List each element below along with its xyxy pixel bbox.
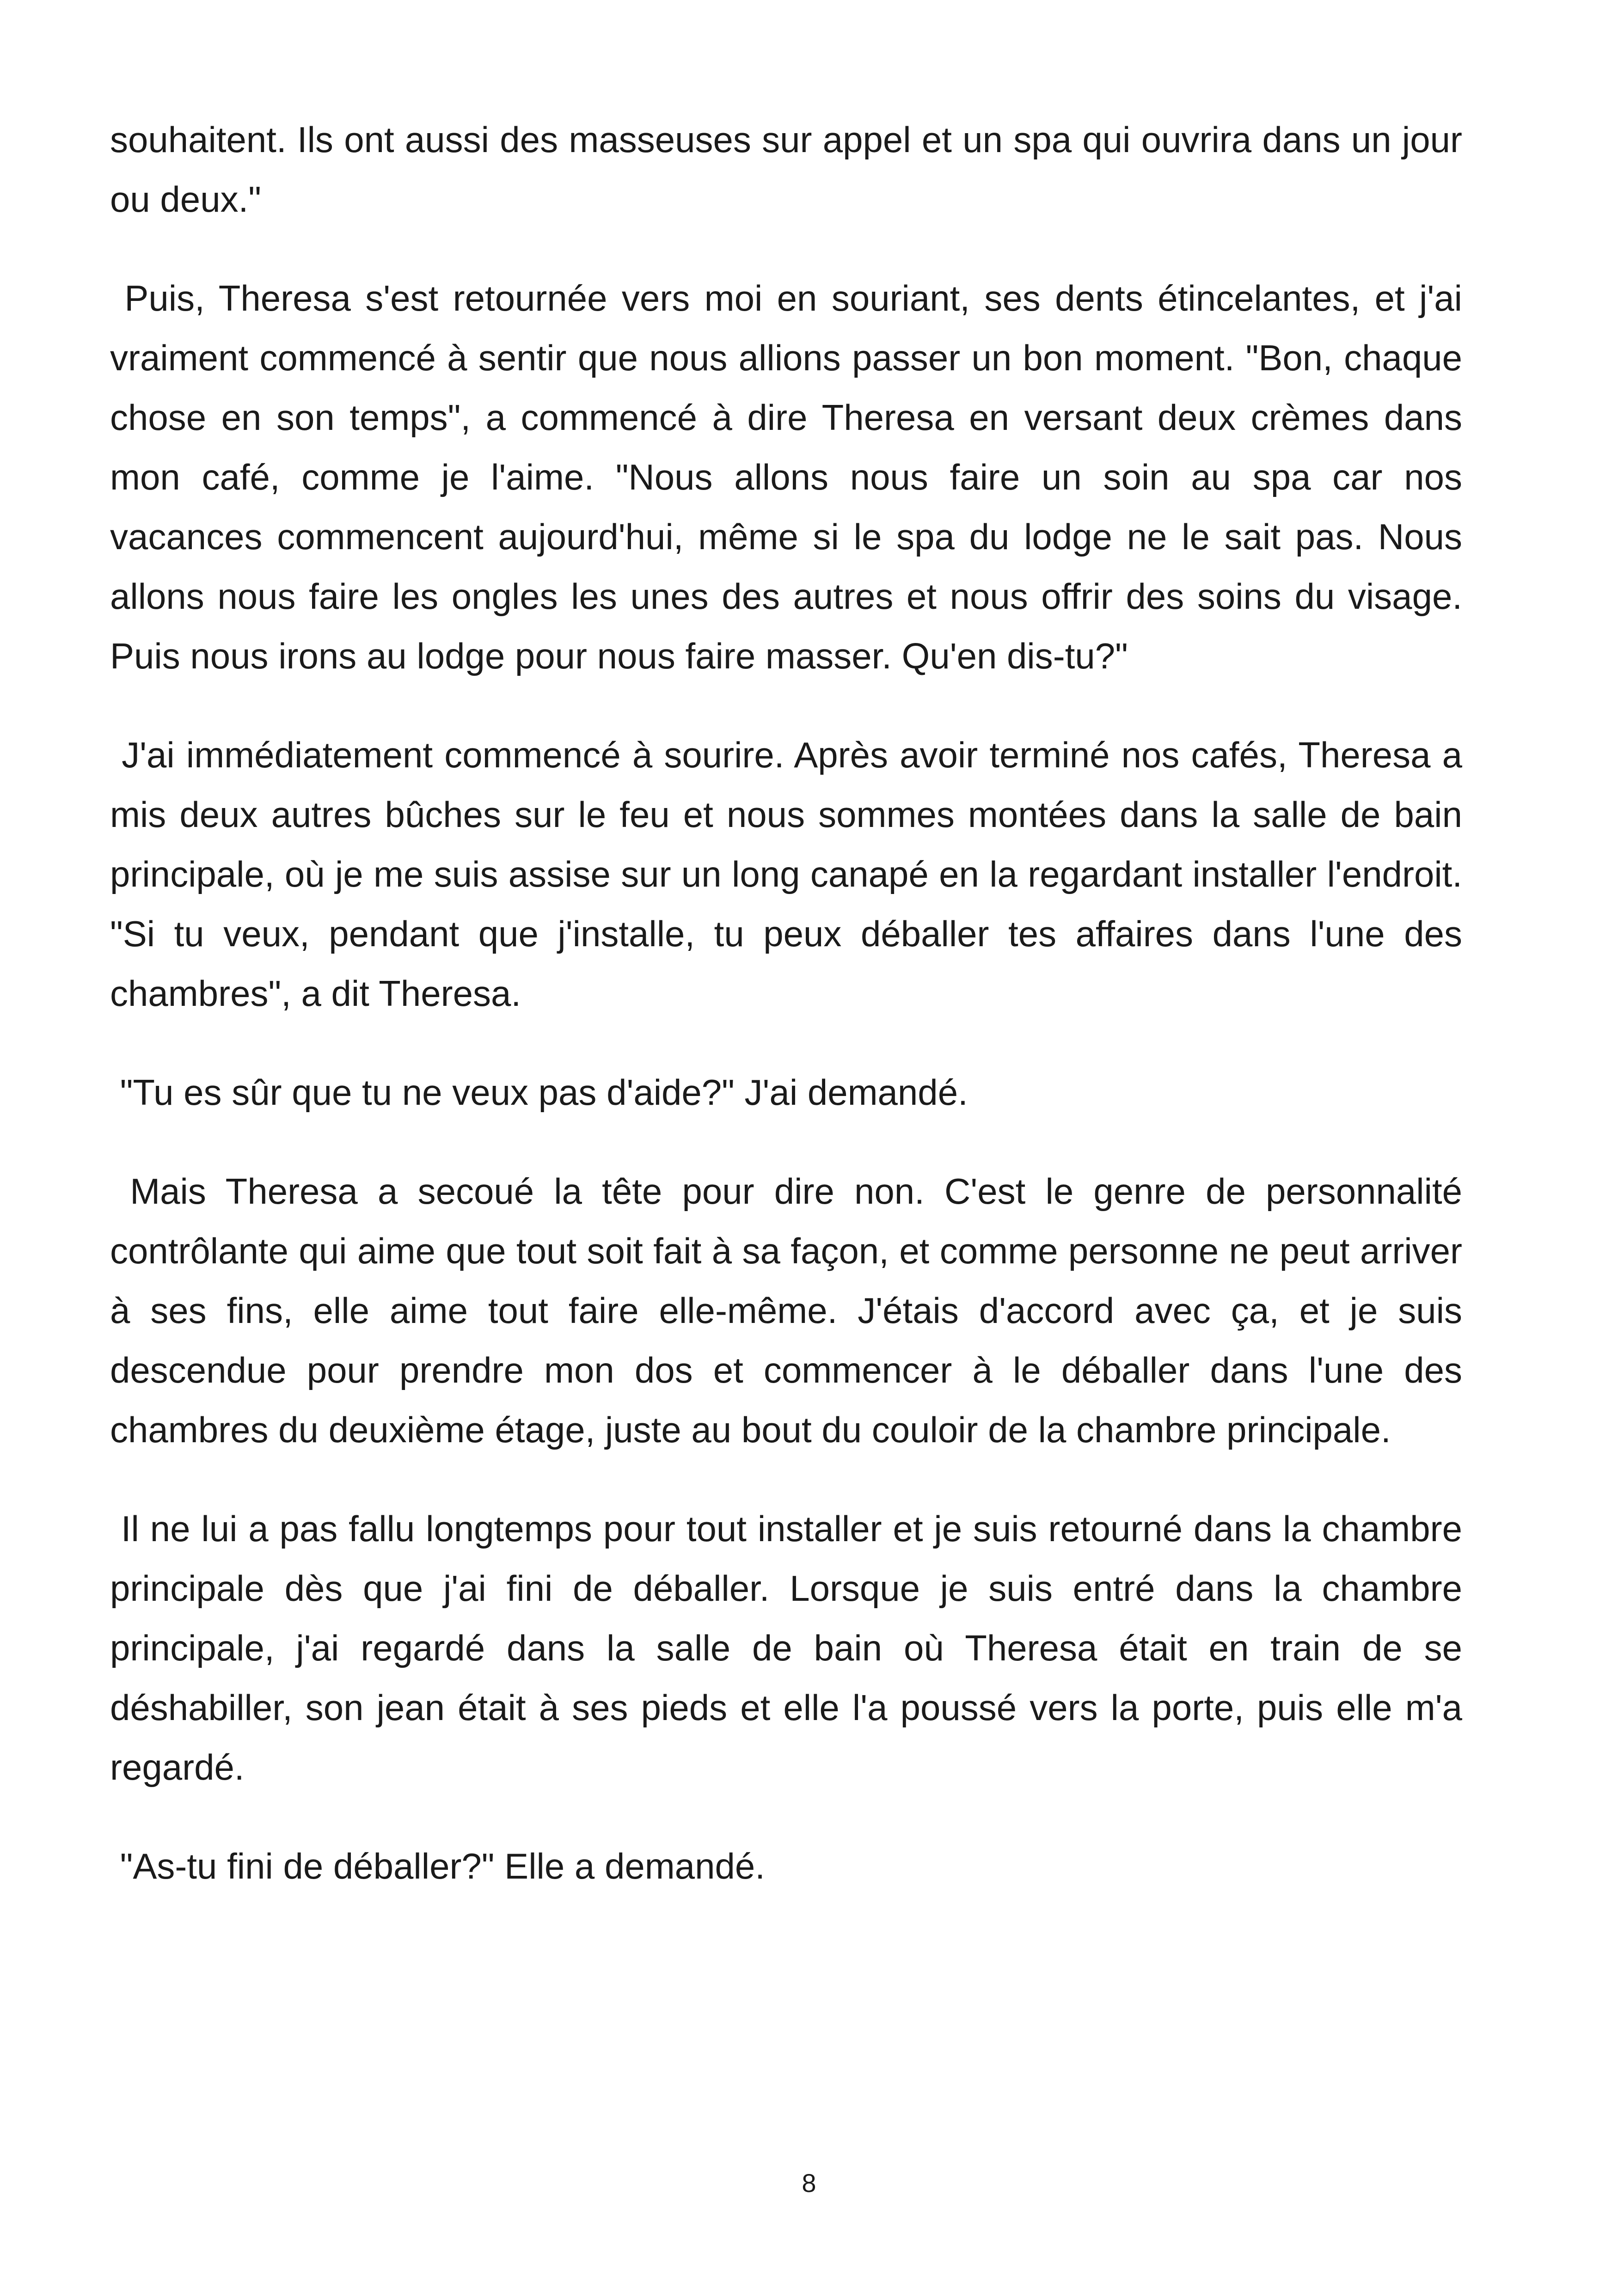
paragraph-7: "As-tu fini de déballer?" Elle a demandé. — [110, 1846, 765, 1886]
paragraph-2: Puis, Theresa s'est retournée vers moi en souriant, ses dents étincelantes, et j'ai vraiment commencé à sentir que nous allions passer un bon moment. "Bon, chaque chose en son temps", a commencé à dire Theresa en versant deux crèmes dans mon café, comme je l'aime. "Nous allons nous faire un soin au spa car nos vacances commencent aujourd'hui, même si le spa du lodge ne le sait pas. Nous allons nous faire les ongles les unes des autres et nous offrir des soins du visage. Puis nous irons au lodge pour nous faire masser. Qu'en dis-tu?" — [110, 278, 1472, 676]
paragraph-4: "Tu es sûr que tu ne veux pas d'aide?" J'ai demandé. — [110, 1072, 968, 1113]
paragraph-1: souhaitent. Ils ont aussi des masseuses sur appel et un spa qui ouvrira dans un jour ou deux." — [110, 119, 1472, 220]
paragraph-5: Mais Theresa a secoué la tête pour dire non. C'est le genre de personnalité contrôlante qui aime que tout soit fait à sa façon, et comme personne ne peut arriver à ses fins, elle aime tout faire elle-même. J'étais d'accord avec ça, et je suis descendue pour prendre mon dos et commencer à le déballer dans l'une des chambres du deuxième étage, juste au bout du couloir de la chambre principale. — [110, 1171, 1472, 1450]
paragraph-3: J'ai immédiatement commencé à sourire. Après avoir terminé nos cafés, Theresa a mis deux autres bûches sur le feu et nous sommes montées dans la salle de bain principale, où je me suis assise sur un long canapé en la regardant installer l'endroit. "Si tu veux, pendant que j'installe, tu peux déballer tes affaires dans l'une des chambres", a dit Theresa. — [110, 735, 1472, 1014]
paragraph-6: Il ne lui a pas fallu longtemps pour tout installer et je suis retourné dans la chambre principale dès que j'ai fini de déballer. Lorsque je suis entré dans la chambre principale, j'ai regardé dans la salle de bain où Theresa était en train de se déshabiller, son jean était à ses pieds et elle l'a poussé vers la porte, puis elle m'a regardé. — [110, 1508, 1472, 1788]
page-number: 8 — [802, 2168, 816, 2198]
body-text — [110, 110, 1472, 1935]
